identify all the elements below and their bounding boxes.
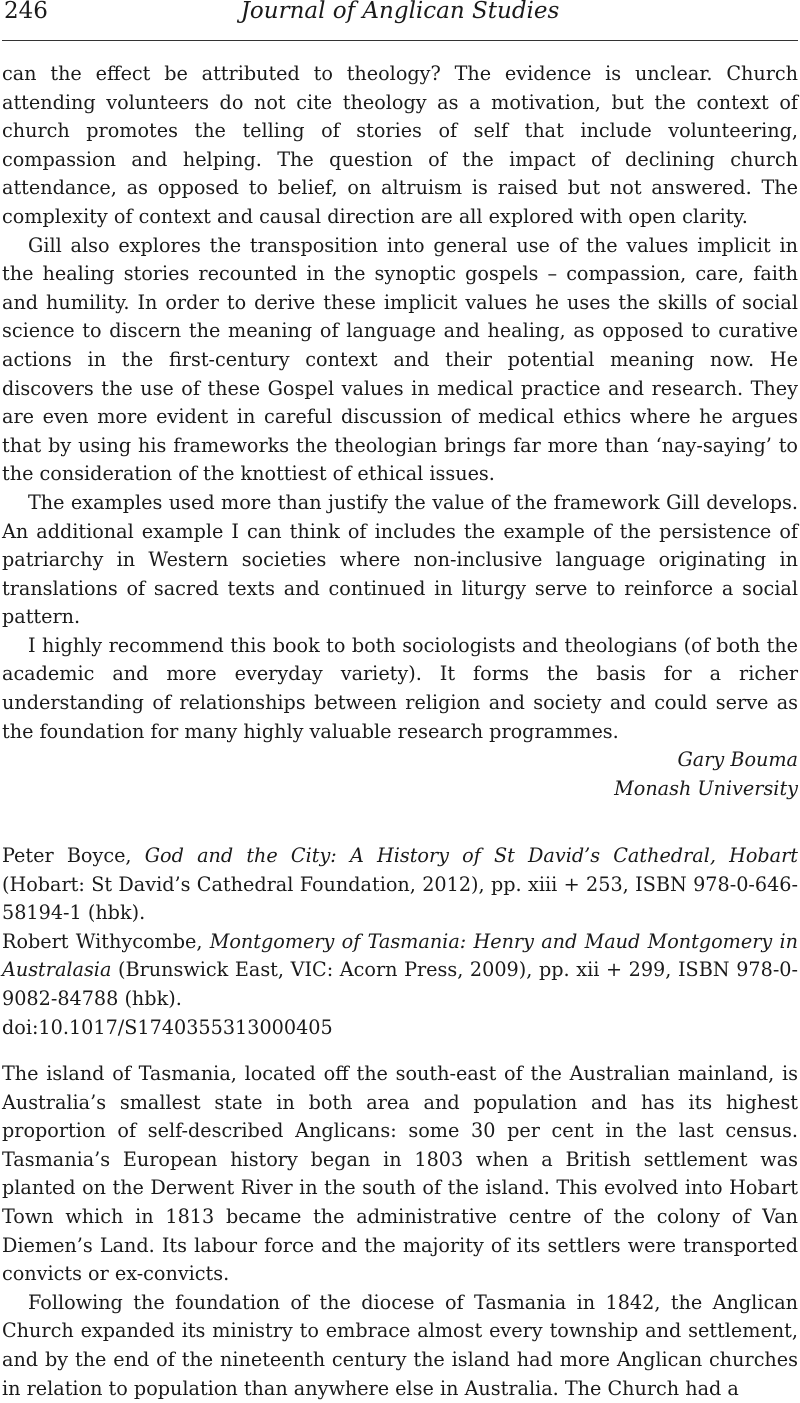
page-number: 246: [4, 0, 48, 24]
doi: doi:10.1017/S1740355313000405: [2, 1015, 333, 1039]
reviewer-affiliation: Monash University: [614, 776, 798, 800]
paragraph: I highly recommend this book to both sociologists and theologians (of both the academic and more everyday variety). It forms the basis for a richer understanding of relationships between religion and society and could serve as the foundation for many highly valuable research programmes.: [2, 633, 798, 743]
review-continuation: [2, 60, 798, 803]
running-title: Journal of Anglican Studies: [240, 0, 560, 24]
book-title: Montgomery of Tasmania: Henry and Maud Montgomery in Australasia: [2, 929, 798, 982]
paragraph: The island of Tasmania, located off the south-east of the Australian mainland, is Australia’s smallest state in both area and population and has its highest proportion of self-described Anglicans: some 30 per cent in the last census. Tasmania’s European history began in 1803 when a British settlement was planted on the Derwent River in the south of the island. This evolved into Hobart Town which in 1813 became the administrative centre of the colony of Van Diemen’s Land. Its labour force and the majority of its settlers were transported convicts or ex-convicts.: [2, 1062, 798, 1286]
paragraph: Following the foundation of the diocese of Tasmania in 1842, the Anglican Church expanded its ministry to embrace almost every township and settlement, and by the end of the nineteenth century the island had more Anglican churches in relation to population than anywhere else in Australia. The Church had a: [2, 1290, 798, 1400]
book-title: God and the City: A History of St David’s Cathedral, Hobart: [144, 844, 799, 867]
book-author: Robert Withycombe,: [2, 929, 203, 953]
book-entry: [2, 842, 798, 928]
book-entry: [2, 928, 798, 1014]
review-body: [2, 1060, 798, 1403]
paragraph: The examples used more than justify the value of the framework Gill develops. An additional example I can think of includes the example of the persistence of patriarchy in Western societies where non-inclusive language originating in translations of sacred texts and continued in liturgy serve to reinforce a social pattern.: [2, 490, 798, 629]
book-details: (Brunswick East, VIC: Acorn Press, 2009), pp. xii + 299, ISBN 978-0-9082-84788 (hbk).: [2, 958, 798, 1010]
book-author: Peter Boyce,: [2, 844, 132, 867]
reviewer-signature: [2, 746, 798, 803]
page-header: [2, 0, 798, 41]
book-citation: [2, 842, 798, 1042]
paragraph: Gill also explores the transposition into general use of the values implicit in the healing stories recounted in the synoptic gospels – compassion, care, faith and humility. In order to derive these implicit values he uses the skills of social science to discern the meaning of language and healing, as opposed to curative actions in the first-century context and their potential meaning now. He discovers the use of these Gospel values in medical practice and research. They are even more evident in careful discussion of medical ethics where he argues that by using his frameworks the theologian brings far more than ‘nay-saying’ to the consideration of the knottiest of ethical issues.: [2, 233, 798, 486]
paragraph: can the effect be attributed to theology? The evidence is unclear. Church attending volunteers do not cite theology as a motivation, but the context of church promotes the telling of stories of self that include volunteering, compassion and helping. The question of the impact of declining church attendance, as opposed to belief, on altruism is raised but not answered. The complexity of context and causal direction are all explored with open clarity.: [2, 62, 798, 228]
book-details: (Hobart: St David’s Cathedral Foundation, 2012), pp. xiii + 253, ISBN 978-0-646-58194-1 (hbk).: [2, 872, 798, 925]
reviewer-name: Gary Bouma: [677, 748, 798, 772]
